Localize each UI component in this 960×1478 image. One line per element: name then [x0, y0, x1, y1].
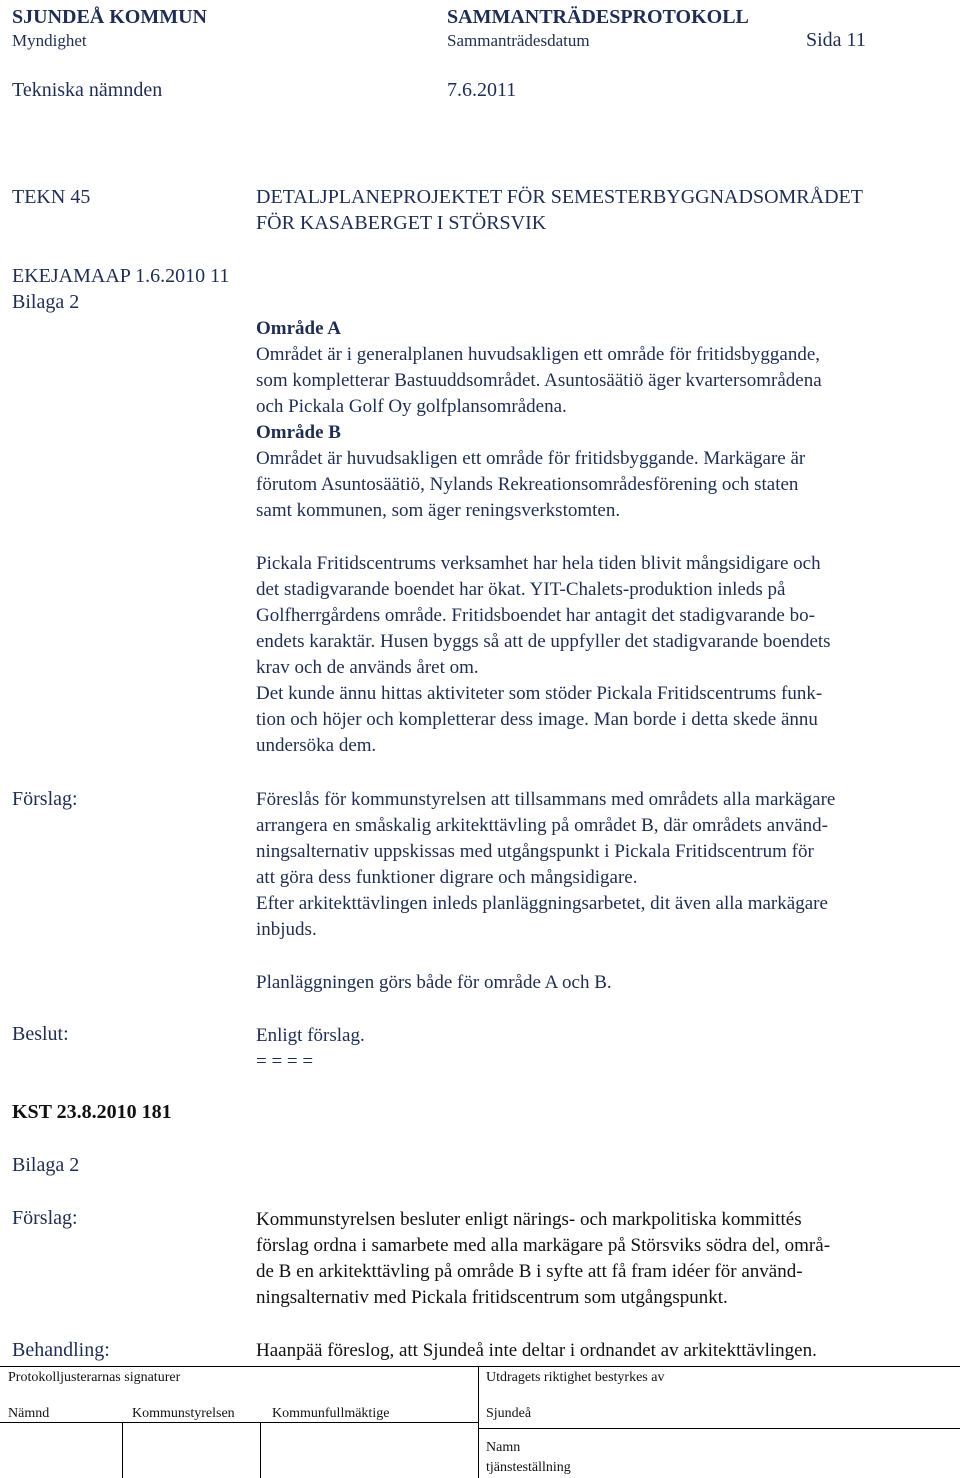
footer-divider	[478, 1366, 479, 1478]
extract-place: Sjundeå	[486, 1406, 532, 1421]
area-a-line: Området är i generalplanen huvudsakligen ett område för fritidsbyggande,	[256, 344, 820, 365]
kst-proposal-line: Kommunstyrelsen besluter enligt närings- och markpolitiska kommittés	[256, 1209, 802, 1230]
pickala-line: krav och de används året om.	[256, 657, 479, 678]
handling-label: Behandling:	[12, 1339, 110, 1361]
planning-line: Planläggningen görs både för område A och B.	[256, 972, 612, 993]
pickala-line: undersöka dem.	[256, 735, 377, 756]
meeting-date: 7.6.2011	[447, 79, 517, 101]
area-a-heading: Område A	[256, 318, 341, 339]
ekejamaap-attachment: Bilaga 2	[12, 291, 80, 313]
pickala-line: Golfherrgårdens område. Fritidsboendet har antagit det stadigvarande bo-	[256, 605, 815, 626]
proposal-paragraph	[256, 787, 946, 943]
kst-reference: KST 23.8.2010 181	[12, 1101, 172, 1123]
position-label: tjänsteställning	[486, 1460, 571, 1475]
pickala-line: tion och höjer och kompletterar dess image. Man borde i detta skede ännu	[256, 709, 818, 730]
signature-column-namnd: Nämnd	[8, 1406, 50, 1421]
ekejamaap-reference: EKEJAMAAP 1.6.2010 11	[12, 265, 230, 287]
kst-proposal-label: Förslag:	[12, 1207, 78, 1229]
name-label: Namn	[486, 1440, 521, 1455]
kst-proposal-line: förslag ordna i samarbete med alla markägare på Störsviks södra del, områ-	[256, 1235, 831, 1256]
signature-column-kommunfullmaktige: Kommunfullmäktige	[272, 1406, 390, 1421]
proposal-label: Förslag:	[12, 788, 78, 810]
pickala-line: det stadigvarande boendet har ökat. YIT-Chalets-produktion inleds på	[256, 579, 786, 600]
authority-label: Myndighet	[12, 31, 87, 50]
signatures-label: Protokolljusterarnas signaturer	[8, 1370, 181, 1385]
pickala-line: Det kunde ännu hittas aktiviteter som stöder Pickala Fritidscentrums funk-	[256, 683, 823, 704]
page-number: Sida 11	[806, 29, 866, 51]
decision-text: Enligt förslag.	[256, 1025, 365, 1046]
pickala-line: endets karaktär. Husen byggs så att de uppfyller det stadigvarande boendets	[256, 631, 831, 652]
area-b-heading: Område B	[256, 422, 341, 443]
area-b-line: förutom Asuntosäätiö, Nylands Rekreationsområdesförening och staten	[256, 474, 799, 495]
proposal-line: arrangera en småskalig arkitekttävling på området B, där områdets använd-	[256, 815, 828, 836]
proposal-line: inbjuds.	[256, 919, 317, 940]
kst-proposal-line: de B en arkitekttävling på område B i syfte att få fram idéer för använd-	[256, 1261, 803, 1282]
footer-col-divider-2	[260, 1422, 261, 1478]
kst-proposal-paragraph	[256, 1207, 946, 1311]
authority-name: Tekniska nämnden	[12, 79, 163, 101]
area-b-line: samt kommunen, som äger reningsverkstomten.	[256, 500, 621, 521]
proposal-line: ningsalternativ uppskissas med utgångspunkt i Pickala Fritidscentrum för	[256, 841, 814, 862]
case-title-line2: FÖR KASABERGET I STÖRSVIK	[256, 212, 547, 234]
pickala-line: Pickala Fritidscentrums verksamhet har hela tiden blivit mångsidigare och	[256, 553, 821, 574]
proposal-line: Efter arkitekttävlingen inleds planläggningsarbetet, dit även alla markägare	[256, 893, 828, 914]
proposal-line: att göra dess funktioner digrare och mångsidigare.	[256, 867, 638, 888]
pickala-paragraph	[256, 551, 946, 759]
proposal-line: Föreslås för kommunstyrelsen att tillsammans med områdets alla markägare	[256, 789, 836, 810]
kst-attachment: Bilaga 2	[12, 1154, 80, 1176]
document-type: SAMMANTRÄDESPROTOKOLL	[447, 6, 749, 28]
footer-col-divider-1	[122, 1422, 123, 1478]
footer-mid-rule-right	[478, 1428, 960, 1429]
footer-top-rule	[0, 1366, 960, 1367]
org-name: SJUNDEÅ KOMMUN	[12, 6, 207, 28]
signature-column-kommunstyrelsen: Kommunstyrelsen	[132, 1406, 235, 1421]
case-title-line1: DETALJPLANEPROJEKTET FÖR SEMESTERBYGGNADSOMRÅDET	[256, 186, 863, 208]
extract-label: Utdragets riktighet bestyrkes av	[486, 1370, 665, 1385]
area-b-line: Området är huvudsakligen ett område för fritidsbyggande. Markägare är	[256, 448, 806, 469]
handling-text: Haanpää föreslog, att Sjundeå inte deltar i ordnandet av arkitekttävlingen.	[256, 1340, 817, 1361]
date-label: Sammanträdesdatum	[447, 31, 590, 50]
kst-proposal-line: ningsalternativ med Pickala fritidscentrum som utgångspunkt.	[256, 1287, 728, 1308]
area-a-line: som kompletterar Bastuuddsområdet. Asuntosäätiö äger kvartersområdena	[256, 370, 822, 391]
case-number: TEKN 45	[12, 186, 91, 208]
area-a-line: och Pickala Golf Oy golfplansområdena.	[256, 396, 567, 417]
area-section	[256, 316, 946, 524]
decision-label: Beslut:	[12, 1023, 69, 1045]
footer-mid-rule-left	[0, 1422, 478, 1423]
decision-end-marker: = = = =	[256, 1051, 314, 1072]
